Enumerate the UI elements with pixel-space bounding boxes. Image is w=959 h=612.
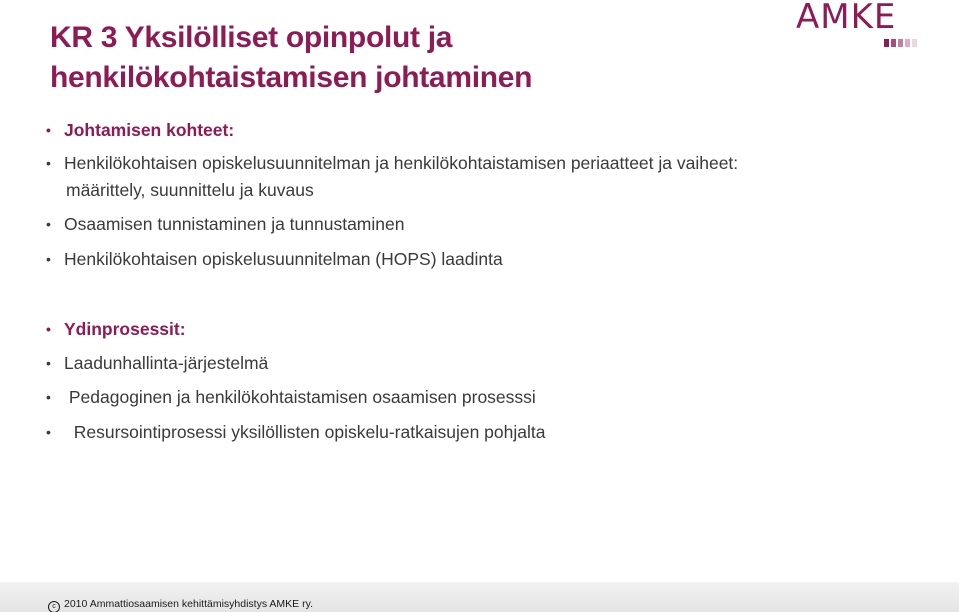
bullet-icon: • — [46, 216, 51, 232]
bullet-icon: • — [46, 355, 51, 371]
bullet-icon: • — [46, 122, 51, 138]
bullet-icon: • — [46, 424, 51, 440]
bullet-text: Laadunhallinta-järjestelmä — [64, 353, 269, 373]
bullet-text: Ydinprosessit: — [64, 319, 186, 339]
bullet-text: Johtamisen kohteet: — [64, 120, 235, 140]
footer-bar — [0, 582, 959, 612]
bullet-icon: • — [46, 251, 51, 267]
bullet-item-hops-laadinta — [46, 247, 503, 271]
bullet-heading-ydinprosessit — [46, 317, 186, 341]
bullet-item-hops-periaatteet — [46, 151, 738, 175]
slide-title-line-2: henkilökohtaistamisen johtaminen — [50, 61, 533, 94]
slide-title-line-1: KR 3 Yksilölliset opinpolut ja — [50, 21, 453, 54]
bullet-icon: • — [46, 389, 51, 405]
bullet-icon: • — [46, 321, 51, 337]
bullet-text: Osaamisen tunnistaminen ja tunnustaminen — [64, 214, 405, 234]
bullet-item-pedagoginen — [46, 385, 536, 409]
bullet-text: Pedagoginen ja henkilökohtaistamisen osaamisen prosesssi — [64, 387, 536, 407]
bullet-item-continuation: määrittely, suunnittelu ja kuvaus — [66, 180, 314, 200]
footer-copyright-text: 2010 Ammattiosaamisen kehittämisyhdistys AMKE ry. — [64, 598, 313, 610]
bullet-item-osaamisen-tunnistaminen — [46, 212, 404, 236]
bullet-text: Henkilökohtaisen opiskelusuunnitelman ja henkilökohtaistamisen periaatteet ja vaiheet: — [64, 153, 739, 173]
bullet-text: Henkilökohtaisen opiskelusuunnitelman (HOPS) laadinta — [64, 249, 503, 269]
copyright-icon: c — [48, 601, 60, 612]
bullet-item-laadunhallinta — [46, 351, 268, 375]
bullet-text: Resursointiprosessi yksilöllisten opiskelu-ratkaisujen pohjalta — [64, 422, 546, 442]
bullet-icon: • — [46, 155, 51, 171]
bullet-heading-johtamisen-kohteet — [46, 118, 234, 142]
bullet-item-resursointi — [46, 420, 545, 444]
footer-copyright — [48, 598, 313, 612]
amke-logo-text: AMKE — [796, 0, 897, 37]
